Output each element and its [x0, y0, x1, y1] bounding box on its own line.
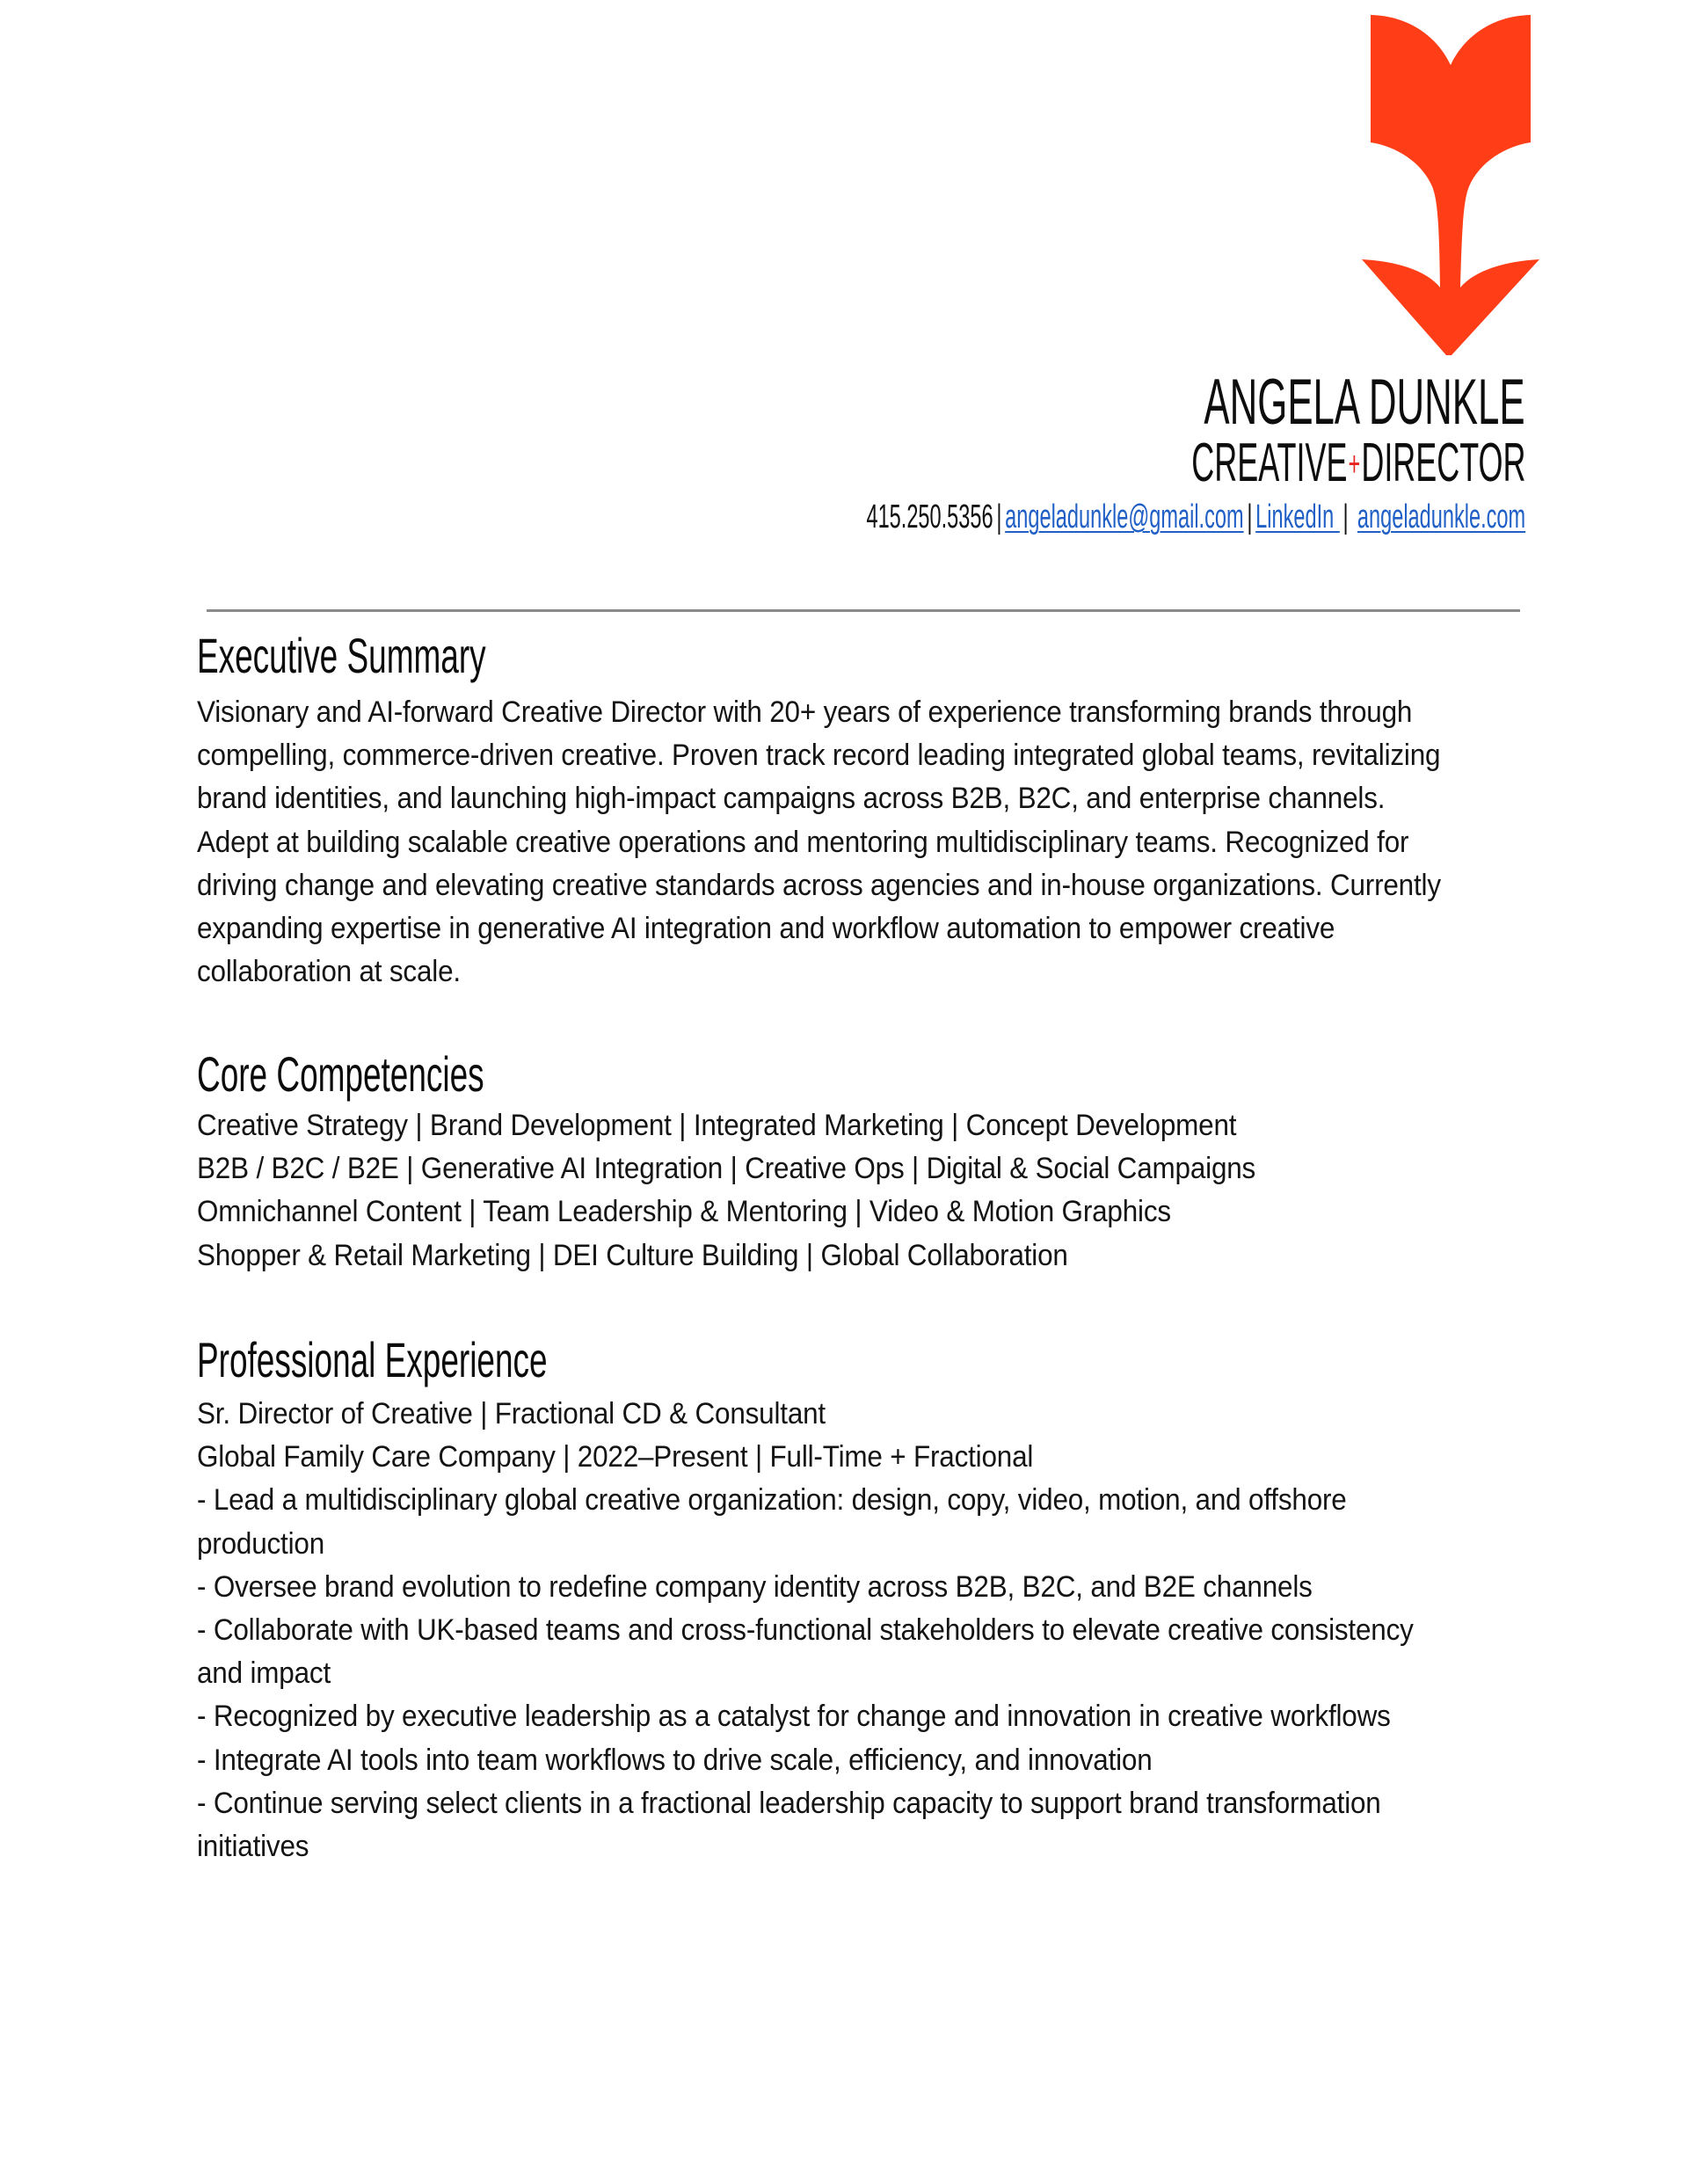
job-bullet-line: - Recognized by executive leadership as a catalyst for change and innovation in creative workflows: [197, 1700, 1391, 1734]
competency-line: Omnichannel Content | Team Leadership & Mentoring | Video & Motion Graphics: [197, 1195, 1171, 1229]
summary-line: brand identities, and launching high-impact campaigns across B2B, B2C, and enterprise channels.: [197, 782, 1386, 816]
separator: |: [996, 499, 1002, 535]
separator: |: [1247, 499, 1253, 535]
email-link[interactable]: angeladunkle@gmail.com: [1005, 499, 1244, 535]
contact-line: [462, 498, 1525, 536]
heading-text: Core Competencies: [197, 1046, 484, 1102]
competency-line: Creative Strategy | Brand Development | Integrated Marketing | Concept Development: [197, 1109, 1237, 1142]
tulip-arrow-logo-icon: [1360, 11, 1541, 355]
job-bullet-line: - Collaborate with UK-based teams and cross-functional stakeholders to elevate creative consistency: [197, 1613, 1414, 1648]
job-company-line: Global Family Care Company | 2022–Present | Full-Time + Fractional: [197, 1440, 1034, 1474]
header-divider: [207, 609, 1520, 612]
phone-number: 415.250.5356: [866, 499, 993, 535]
heading-text: Executive Summary: [197, 628, 486, 683]
summary-line: Visionary and AI-forward Creative Director with 20+ years of experience transforming brands through: [197, 695, 1413, 729]
competency-line: B2B / B2C / B2E | Generative AI Integration | Creative Ops | Digital & Social Campaigns: [197, 1152, 1256, 1186]
linkedin-link[interactable]: LinkedIn: [1255, 499, 1340, 535]
summary-line: expanding expertise in generative AI integration and workflow automation to empower creative: [197, 912, 1335, 946]
job-bullet-line: production: [197, 1526, 325, 1561]
candidate-title: [950, 435, 1525, 491]
summary-line: collaboration at scale.: [197, 955, 461, 989]
summary-line: compelling, commerce-driven creative. Proven track record leading integrated global teams, revitalizing: [197, 739, 1441, 773]
job-bullet-line: initiatives: [197, 1830, 309, 1864]
title-right: DIRECTOR: [1360, 433, 1525, 493]
heading-text: Professional Experience: [197, 1332, 548, 1387]
job-bullet-line: - Oversee brand evolution to redefine company identity across B2B, B2C, and B2E channels: [197, 1569, 1313, 1604]
candidate-title-text: [1191, 435, 1525, 492]
job-bullet-line: and impact: [197, 1656, 331, 1691]
experience-entry: [197, 1393, 1551, 1868]
plus-accent: +: [1348, 445, 1360, 484]
title-left: CREATIVE: [1190, 433, 1347, 493]
core-competencies-list: [197, 1104, 1551, 1278]
summary-line: driving change and elevating creative standards across agencies and in-house organizations. Currently: [197, 868, 1441, 902]
executive-summary-heading: [197, 630, 635, 682]
candidate-name-text: ANGELA DUNKLE: [1204, 367, 1525, 438]
competency-line: Shopper & Retail Marketing | DEI Culture Building | Global Collaboration: [197, 1238, 1068, 1272]
website-link[interactable]: angeladunkle.com: [1357, 499, 1525, 535]
job-role: Sr. Director of Creative | Fractional CD & Consultant: [197, 1397, 826, 1431]
job-bullet-line: - Integrate AI tools into team workflows to drive scale, efficiency, and innovation: [197, 1743, 1153, 1777]
separator: |: [1342, 499, 1349, 535]
job-bullet-line: - Lead a multidisciplinary global creative organization: design, copy, video, motion, and offshore: [197, 1483, 1347, 1518]
executive-summary-body: [197, 691, 1551, 994]
contact-line-inner: [866, 498, 1525, 536]
summary-line: Adept at building scalable creative operations and mentoring multidisciplinary teams. Recognized for: [197, 825, 1409, 859]
core-competencies-heading: [197, 1048, 632, 1101]
professional-experience-heading: [197, 1334, 728, 1387]
job-bullet-line: - Continue serving select clients in a fractional leadership capacity to support brand transformation: [197, 1786, 1381, 1820]
candidate-name: [990, 368, 1525, 438]
